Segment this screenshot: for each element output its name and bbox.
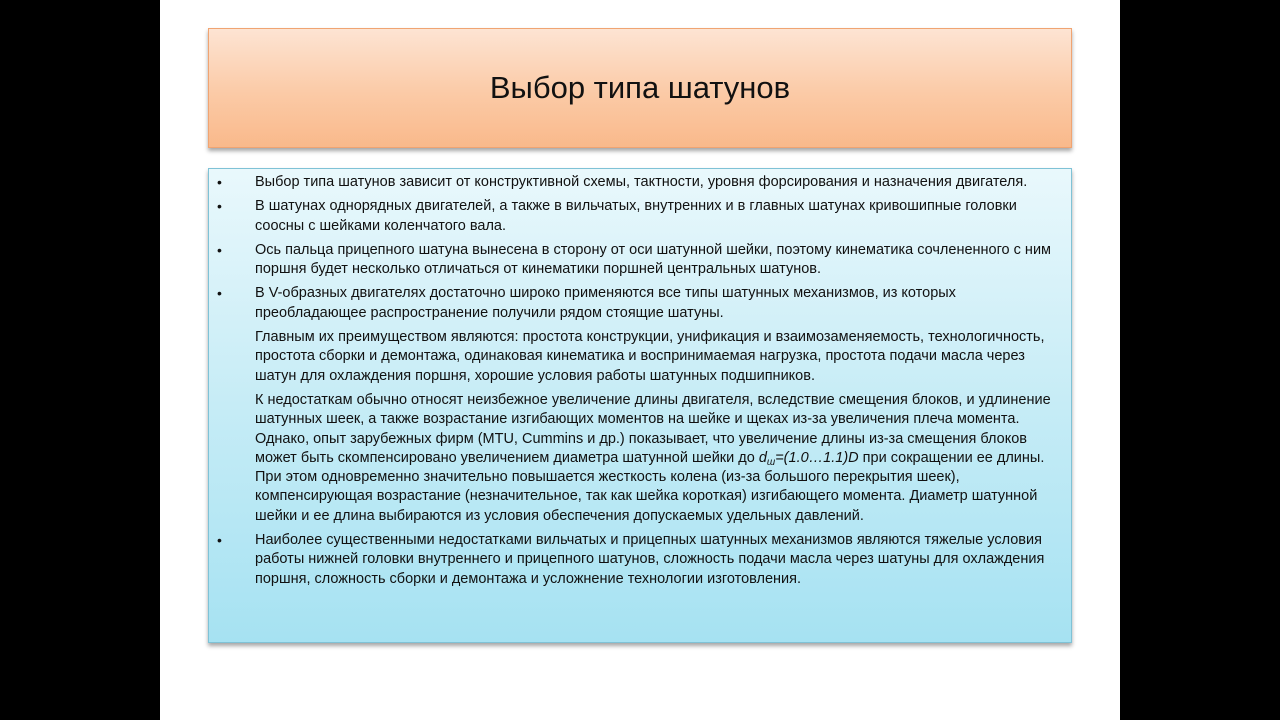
paragraph-text: В шатунах однорядных двигателей, а также в вильчатых, внутренних и в главных шатунах кривошипные головки соосны с шейками коленчатого вала. (255, 198, 1017, 234)
paragraph-text-after: при сокращении ее длины. При этом одновременно значительно повышается жесткость колена (из-за большого перекрытия шеек), компенсирующая возрастание (незначительное, так как шейка короткая) изгибающего момента. Диаметр шатунной шейки и ее длина выбираются из условия обеспечения допускаемых удельных давлений. (255, 449, 1045, 524)
paragraph-text-before: К недостаткам обычно относят неизбежное увеличение длины двигателя, вследствие смещения блоков, и удлинение шатунных шеек, а также возрастание изгибающих моментов на шейке и щеках из-за увеличения плеча момента. Однако, опыт зарубежных фирм (MTU, Cummins и др.) показывает, что увеличение длины из-за смещения блоков может быть скомпенсировано увеличением диаметра шатунной шейки до (255, 391, 1051, 466)
formula-main: d (758, 449, 767, 466)
paragraph-text: В V-образных двигателях достаточно широко применяются все типы шатунных механизмов, из которых преобладающее распространение получили рядом стоящие шатуны. (255, 285, 956, 321)
slide-title: Выбор типа шатунов (489, 70, 791, 105)
formula (759, 450, 859, 466)
formula-rest: =(1.0…1.1)D (775, 449, 859, 466)
bullet-icon: • (217, 174, 222, 190)
paragraph-text: Выбор типа шатунов зависит от конструктивной схемы, тактности, уровня форсирования и назначения двигателя. (255, 174, 1028, 190)
slide (160, 0, 1120, 720)
paragraph-5 (209, 328, 1061, 386)
paragraph-3 (209, 241, 1061, 280)
bullet-icon: • (217, 285, 222, 302)
content-box (208, 168, 1072, 643)
paragraph-7 (209, 531, 1061, 589)
paragraph-text: Ось пальца прицепного шатуна вынесена в сторону от оси шатунной шейки, поэтому кинематика сочлененного с ним поршня будет несколько отличаться от кинематики поршней центральных шатунов. (255, 241, 1052, 278)
bullet-icon: • (217, 198, 222, 215)
paragraph-text: Наиболее существенными недостатками вильчатых и прицепных шатунных механизмов являются тяжелые условия работы нижней головки внутреннего и прицепного шатунов, сложность подачи масла через шатуны для охлаждения поршня, сложность сборки и демонтажа и усложнение технологии изготовления. (255, 532, 1045, 587)
paragraph-4 (209, 284, 1061, 323)
paragraph-6 (209, 391, 1061, 526)
paragraph-text: Главным их преимуществом являются: простота конструкции, унификация и взаимозаменяемость, технологичность, простота сборки и демонтажа, одинаковая кинематика и воспринимаемая нагрузка, простота подачи масла через шатун для охлаждения поршня, хорошие условия работы шатунных подшипников. (255, 329, 1045, 384)
paragraph-1 (209, 173, 1061, 192)
bullet-icon: • (217, 241, 222, 258)
bullet-icon: • (217, 532, 222, 549)
title-box (208, 28, 1072, 148)
paragraph-2 (209, 197, 1061, 236)
formula-sub: ш (766, 456, 776, 468)
